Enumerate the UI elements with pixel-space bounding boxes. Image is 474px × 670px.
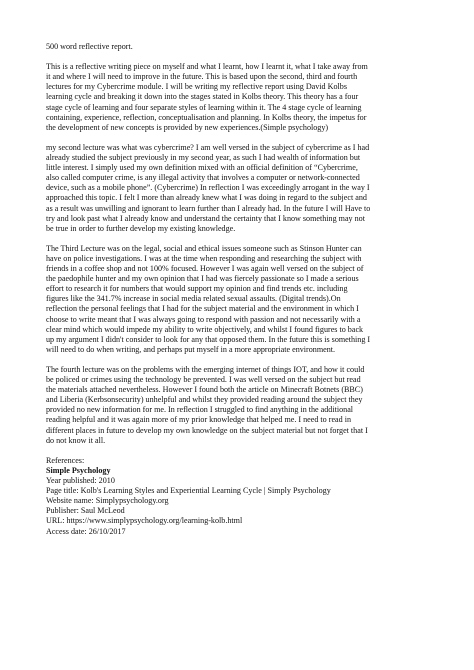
- paragraph-third-lecture: The Third Lecture was on the legal, social and ethical issues someone such as Stinson Hunter can have on police investigations. I was at the time when responding and researching the subject with friends in a coffee shop and not 100% focused. However I was again well versed on the subject of the paedophile hunter and my own opinion that I had was fiercely passionate so I made a serious effort to research it for numbers that would support my opinion and find trends etc. including figures like the 341.7% increase in social media related sexual assaults. (Digital trends).On reflection the personal feelings that I had for the subject material and the environment in which I choose to write meant that I was always going to respond with passion and not necessarily with a clear mind which would impede my ability to write objectively, and whilst I found figures to back up my argument I didn't consider to look for any that opposed them. In the future this is something I will need to do when writing, and perhaps put myself in a more appropriate environment.: [46, 243, 371, 354]
- paragraph-intro: This is a reflective writing piece on myself and what I learnt, how I learnt it, what I take away from it and where I will need to improve in the future. This is based upon the second, third and fourth lectures for my Cybercrime module. I will be writing my reflective report using David Kolbs learning cycle and breaking it down into the stages stated in Kolbs theory. This theory has a four stage cycle of learning and four separate styles of learning within it. The 4 stage cycle of learning containing, experience, reflection, conceptualisation and planning. In Kolbs theory, the impetus for the development of new concepts is provided by new experiences.(Simple psychology): [46, 62, 368, 132]
- reference-source: Simple Psychology: [46, 465, 111, 475]
- reference-url: URL: https://www.simplypsychology.org/learning-kolb.html: [46, 516, 243, 526]
- paragraph-second-lecture: my second lecture was what was cybercrime? I am well versed in the subject of cybercrime as I had already studied the subject previously in my second year, as such I had wealth of information but little interest. I simply used my own definition mixed with an official definition of “Cybercrime, also called computer crime, is any illegal activity that involves a computer or network-connected device, such as a mobile phone”. (Cybercrime) In reflection I was exceedingly arrogant in the way I approached this topic. I felt I more than already knew what I was doing in regard to the subject and as a result was unwilling and ignorant to learn further than I already had. In the future I will Have to try and look past what I already know and understand the certainty that I know something may not be true in order to further develop my existing knowledge.: [46, 142, 371, 233]
- paragraph-fourth-lecture: The fourth lecture was on the problems with the emerging internet of things IOT, and how it could be policed or crimes using the technology be prevented. I was well versed on the subject but read the materials attached nevertheless. However I found both the article on Minecraft Botnets (BBC) and Liberia (Kerbsonsecurity) unhelpful and whilst they provided reading around the subject they provided no new information for me. In reflection I struggled to find anything in the additional reading helpful and it was again more of my prior knowledge that helped me. I need to read in different places in future to develop my own knowledge on the subject material but not forget that I do not know it all.: [46, 365, 368, 445]
- reference-publisher: Publisher: Saul McLeod: [46, 506, 125, 516]
- references-section: [46, 456, 438, 537]
- reference-access-date: Access date: 26/10/2017: [46, 526, 126, 536]
- document-title: 500 word reflective report.: [46, 42, 133, 51]
- reference-page-title: Page title: Kolb's Learning Styles and Experiential Learning Cycle | Simply Psychology: [46, 486, 331, 496]
- reference-year: Year published: 2010: [46, 476, 115, 486]
- references-heading: References:: [46, 455, 85, 465]
- reference-website: Website name: Simplypsychology.org: [46, 496, 169, 506]
- document-page: [46, 42, 438, 537]
